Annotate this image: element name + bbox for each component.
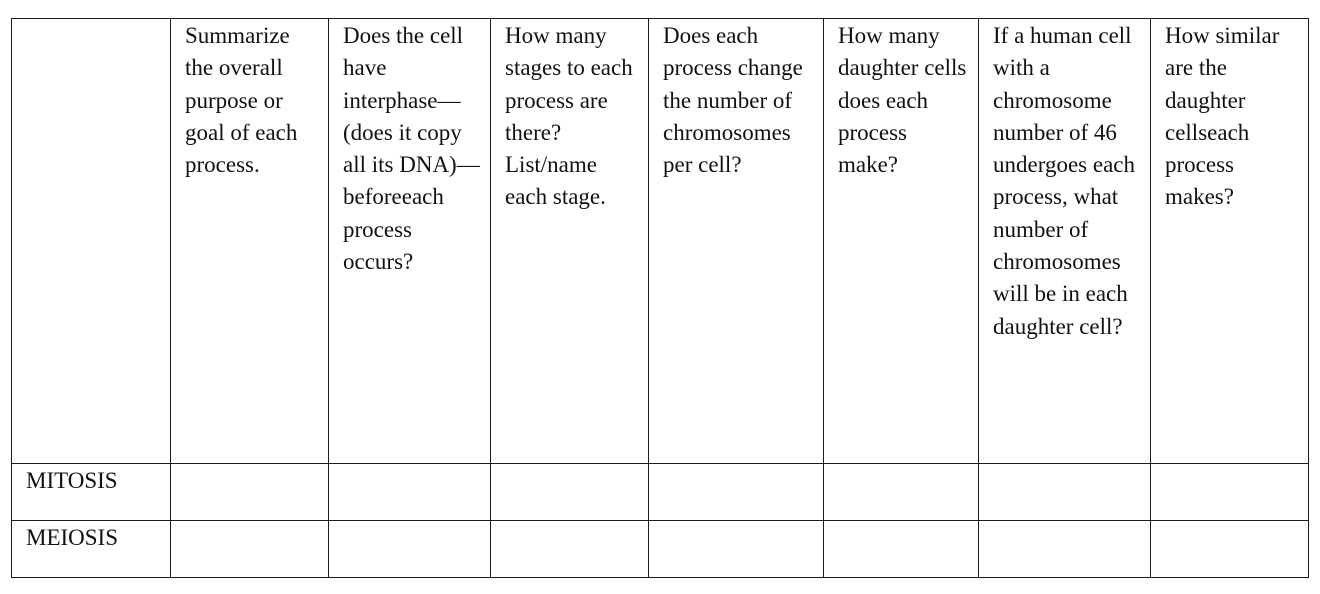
column-header-purpose <box>171 19 329 464</box>
answer-cell[interactable] <box>1151 464 1309 521</box>
row-label-mitosis: MITOSIS <box>12 464 171 521</box>
answer-cell[interactable] <box>329 464 491 521</box>
answer-cell[interactable] <box>171 521 329 578</box>
column-header-interphase <box>329 19 491 464</box>
answer-cell[interactable] <box>1151 521 1309 578</box>
column-header-chromosome-number <box>979 19 1151 464</box>
column-header-similarity <box>1151 19 1309 464</box>
column-header-text: Does each process change the number of chromosomes per cell? <box>663 23 803 178</box>
answer-cell[interactable] <box>649 521 824 578</box>
column-header-text: How many daughter cells does each process make? <box>838 23 967 178</box>
column-header-text: Does the cell have interphase—(does it copy all its DNA)—beforeeach process occurs? <box>343 23 480 275</box>
column-header-chromosome-change <box>649 19 824 464</box>
column-header-text: How similar are the daughter cellseach process makes? <box>1165 23 1280 210</box>
answer-cell[interactable] <box>329 521 491 578</box>
answer-cell[interactable] <box>824 521 979 578</box>
column-header-text: How many stages to each process are there? List/name each stage. <box>505 23 633 210</box>
row-label-meiosis: MEIOSIS <box>12 521 171 578</box>
table-row-meiosis <box>12 521 1309 578</box>
corner-cell <box>12 19 171 464</box>
answer-cell[interactable] <box>824 464 979 521</box>
column-header-stages <box>491 19 649 464</box>
header-row <box>12 19 1309 464</box>
answer-cell[interactable] <box>491 521 649 578</box>
comparison-table <box>11 18 1309 578</box>
answer-cell[interactable] <box>649 464 824 521</box>
answer-cell[interactable] <box>979 521 1151 578</box>
column-header-daughter-cells <box>824 19 979 464</box>
answer-cell[interactable] <box>491 464 649 521</box>
table-row-mitosis <box>12 464 1309 521</box>
column-header-text: Summarize the overall purpose or goal of each process. <box>185 23 298 178</box>
answer-cell[interactable] <box>171 464 329 521</box>
column-header-text: If a human cell with a chromosome number of 46 undergoes each process, what number of chromosomes will be in each daughter cell? <box>993 23 1135 339</box>
answer-cell[interactable] <box>979 464 1151 521</box>
